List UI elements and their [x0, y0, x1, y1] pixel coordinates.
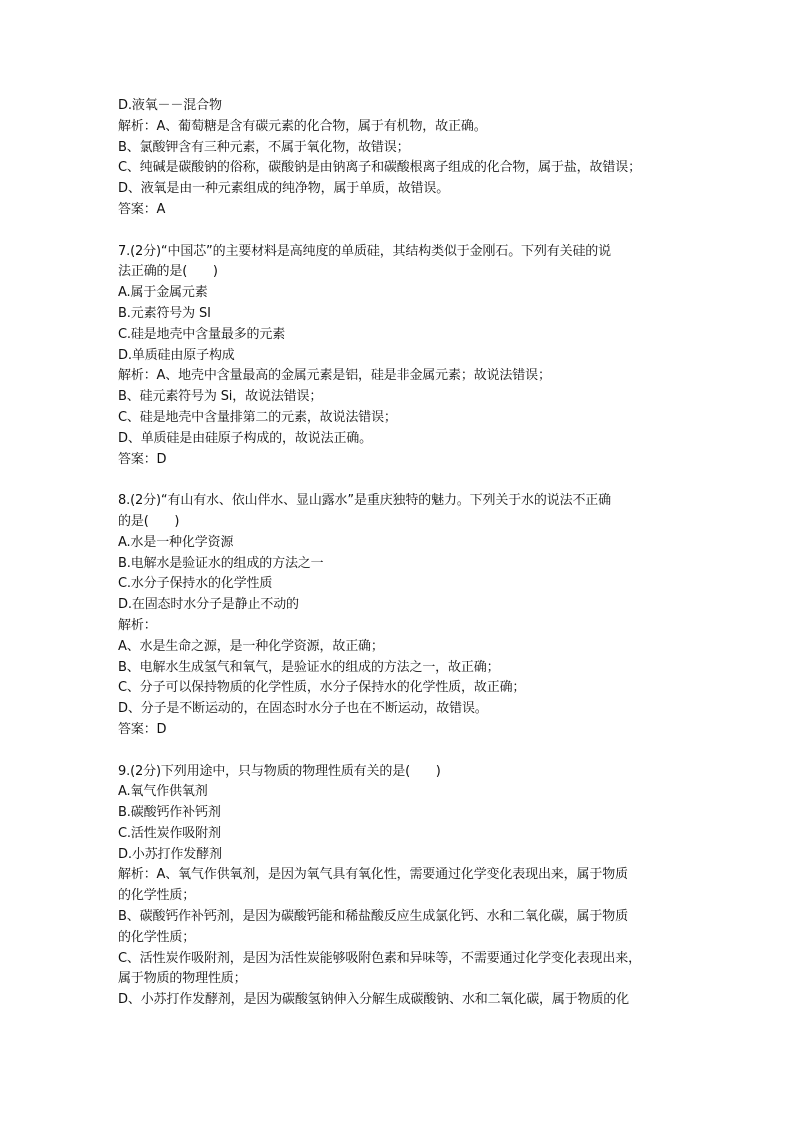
question-stem: 8.(2分)“有山有水、依山伴水、显山露水”是重庆独特的魅力。下列关于水的说法不正确: [118, 493, 611, 509]
question-9: [118, 762, 678, 1012]
question-6-tail: [118, 96, 678, 221]
option-a: A.属于金属元素: [118, 285, 208, 301]
spacer: [118, 221, 678, 242]
option-d: D.在固态时水分子是静止不动的: [118, 597, 299, 613]
analysis-line: A、水是生命之源，是一种化学资源，故正确；: [118, 638, 384, 654]
document-page: [118, 96, 678, 1011]
analysis-line: 的化学性质；: [118, 929, 196, 945]
question-stem: 7.(2分)“中国芯”的主要材料是高纯度的单质硅，其结构类似于金刚石。下列有关硅的说: [118, 243, 611, 259]
option-c: C.硅是地壳中含量最多的元素: [118, 326, 286, 342]
analysis-line: 的化学性质；: [118, 888, 196, 904]
analysis-line: C、硅是地壳中含量排第二的元素，故说法错误；: [118, 409, 397, 425]
analysis-line: C、纯碱是碳酸钠的俗称，碳酸钠是由钠离子和碳酸根离子组成的化合物，属于盐，故错误；: [118, 160, 641, 176]
option-c: C.活性炭作吸附剂: [118, 825, 221, 841]
option-d: D.小苏打作发酵剂: [118, 846, 222, 862]
analysis-line: 属于物质的物理性质；: [118, 971, 247, 987]
question-stem: 9.(2分)下列用途中，只与物质的物理性质有关的是( ): [118, 763, 441, 779]
analysis-line: 解析：A、氧气作供氧剂，是因为氧气具有氧化性，需要通过化学变化表现出来，属于物质: [118, 867, 628, 883]
option-c: C.水分子保持水的化学性质: [118, 576, 273, 592]
analysis-line: 解析：A、地壳中含量最高的金属元素是铝，硅是非金属元素；故说法错误；: [118, 368, 551, 384]
analysis-line: C、分子可以保持物质的化学性质，水分子保持水的化学性质，故正确；: [118, 680, 526, 696]
option-d: D.单质硅由原子构成: [118, 347, 235, 363]
analysis-line: D、小苏打作发酵剂，是因为碳酸氢钠伸入分解生成碳酸钠、水和二氧化碳，属于物质的化: [118, 992, 630, 1008]
answer-line: 答案：D: [118, 451, 167, 467]
question-8: [118, 491, 678, 741]
analysis-line: D、分子是不断运动的，在固态时水分子也在不断运动，故错误。: [118, 701, 488, 717]
option-b: B.元素符号为 SI: [118, 305, 211, 321]
analysis-line: B、硅元素符号为 Si，故说法错误；: [118, 389, 323, 405]
option-a: A.氧气作供氧剂: [118, 784, 208, 800]
answer-line: 答案：A: [118, 201, 166, 217]
question-stem: 法正确的是( ): [118, 264, 218, 280]
spacer: [118, 470, 678, 491]
analysis-line: B、氯酸钾含有三种元素，不属于氧化物，故错误；: [118, 139, 410, 155]
analysis-line: 解析：: [118, 617, 157, 633]
spacer: [118, 741, 678, 762]
analysis-line: C、活性炭作吸附剂，是因为活性炭能够吸附色素和异味等，不需要通过化学变化表现出来，: [118, 950, 641, 966]
option-b: B.碳酸钙作补钙剂: [118, 805, 221, 821]
question-stem: 的是( ): [118, 513, 180, 529]
option-a: A.水是一种化学资源: [118, 534, 234, 550]
analysis-line: D、单质硅是由硅原子构成的，故说法正确。: [118, 430, 373, 446]
analysis-line: 解析：A、葡萄糖是含有碳元素的化合物，属于有机物，故正确。: [118, 118, 487, 134]
analysis-line: B、碳酸钙作补钙剂，是因为碳酸钙能和稀盐酸反应生成氯化钙、水和二氧化碳，属于物质: [118, 909, 628, 925]
option-b: B.电解水是验证水的组成的方法之一: [118, 555, 324, 571]
option-d: D.液氧－－混合物: [118, 98, 222, 113]
question-7: [118, 242, 678, 471]
analysis-line: D、液氧是由一种元素组成的纯净物，属于单质，故错误。: [118, 181, 450, 197]
analysis-line: B、电解水生成氢气和氧气，是验证水的组成的方法之一，故正确；: [118, 659, 500, 675]
answer-line: 答案：D: [118, 721, 167, 737]
